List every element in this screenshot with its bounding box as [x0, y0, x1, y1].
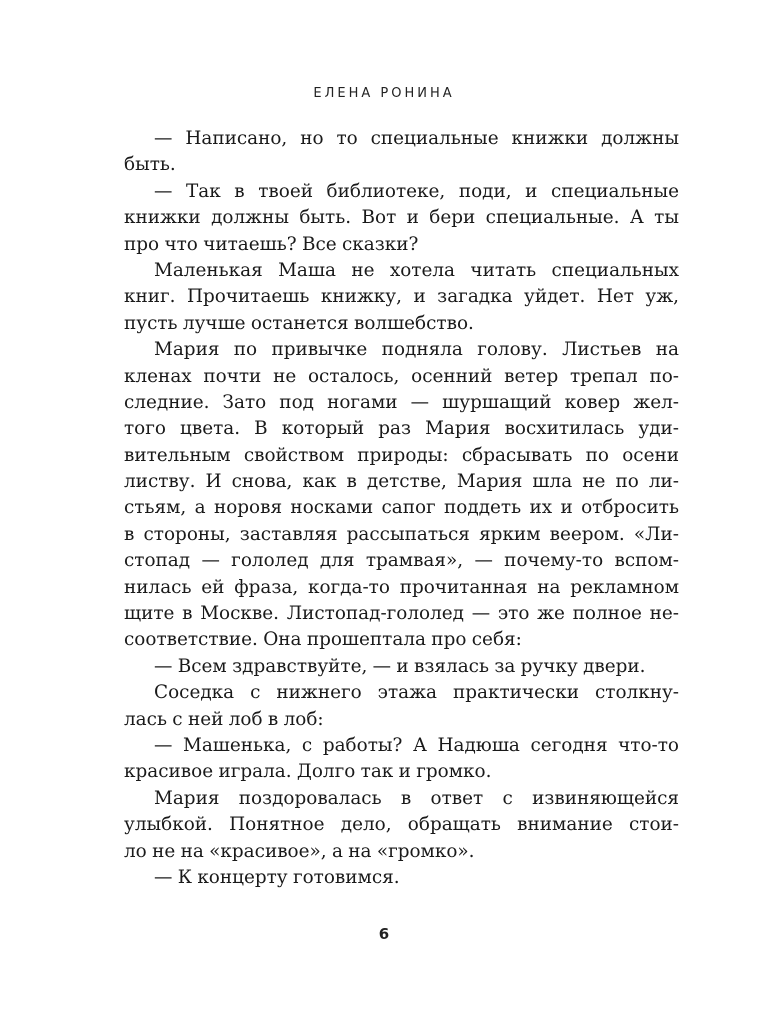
running-head-author: ЕЛЕНА РОНИНА	[313, 86, 455, 101]
text-line: — Так в твоей библиотеке, поди, и специальные	[154, 180, 679, 202]
text-line: в стороны, заставляя рассыпаться ярким веером. «Ли-	[124, 523, 679, 545]
text-line: того цвета. В который раз Мария восхитилась уди-	[124, 418, 679, 440]
body-text	[124, 126, 679, 891]
text-line: пусть лучше останется волшебство.	[124, 312, 474, 334]
text-line: листву. И снова, как в детстве, Мария шла не по ли-	[124, 471, 679, 493]
text-line: про что читаешь? Все сказки?	[124, 233, 419, 255]
text-line: — К концерту готовимся.	[154, 866, 400, 888]
text-line: вительным свойством природы: сбрасывать по осени	[124, 444, 679, 466]
text-line: Маленькая Маша не хотела читать специальных	[154, 259, 679, 281]
text-line: стопад — гололед для трамвая», — почему-то вспом-	[124, 550, 679, 572]
text-line: Соседка с нижнего этажа практически столкну-	[154, 682, 679, 704]
text-line: — Всем здравствуйте, — и взялась за ручку двери.	[154, 655, 646, 677]
page-number: 6	[378, 925, 390, 943]
text-line: кленах почти не осталось, осенний ветер трепал по-	[124, 365, 679, 387]
text-line: следние. Зато под ногами — шуршащий ковер жел-	[124, 391, 679, 413]
text-line: — Написано, но то специальные книжки должны	[154, 128, 679, 149]
text-line: — Машенька, с работы? А Надюша сегодня что-то	[154, 734, 679, 756]
text-line: лась с ней лоб в лоб:	[124, 708, 324, 730]
text-line: улыбкой. Понятное дело, обращать внимание стои-	[124, 814, 679, 836]
text-line: быть.	[124, 154, 176, 176]
text-line: Мария по привычке подняла голову. Листьев на	[154, 339, 679, 361]
text-line: нилась ей фраза, когда-то прочитанная на рекламном	[124, 576, 679, 598]
text-line: Мария поздоровалась в ответ с извиняющейся	[154, 787, 679, 809]
text-line: стьям, а норовя носками сапог поддеть их и отбросить	[124, 497, 679, 519]
text-line: книжки должны быть. Вот и бери специальные. А ты	[124, 207, 679, 229]
text-line: щите в Москве. Листопад-гололед — это же полное не-	[124, 603, 679, 625]
text-line: ло не на «красивое», а на «громко».	[124, 840, 475, 862]
text-line: красивое играла. Долго так и громко.	[124, 761, 492, 783]
text-line: книг. Прочитаешь книжку, и загадка уйдет. Нет уж,	[124, 286, 679, 308]
text-line: соответствие. Она прошептала про себя:	[124, 629, 522, 651]
